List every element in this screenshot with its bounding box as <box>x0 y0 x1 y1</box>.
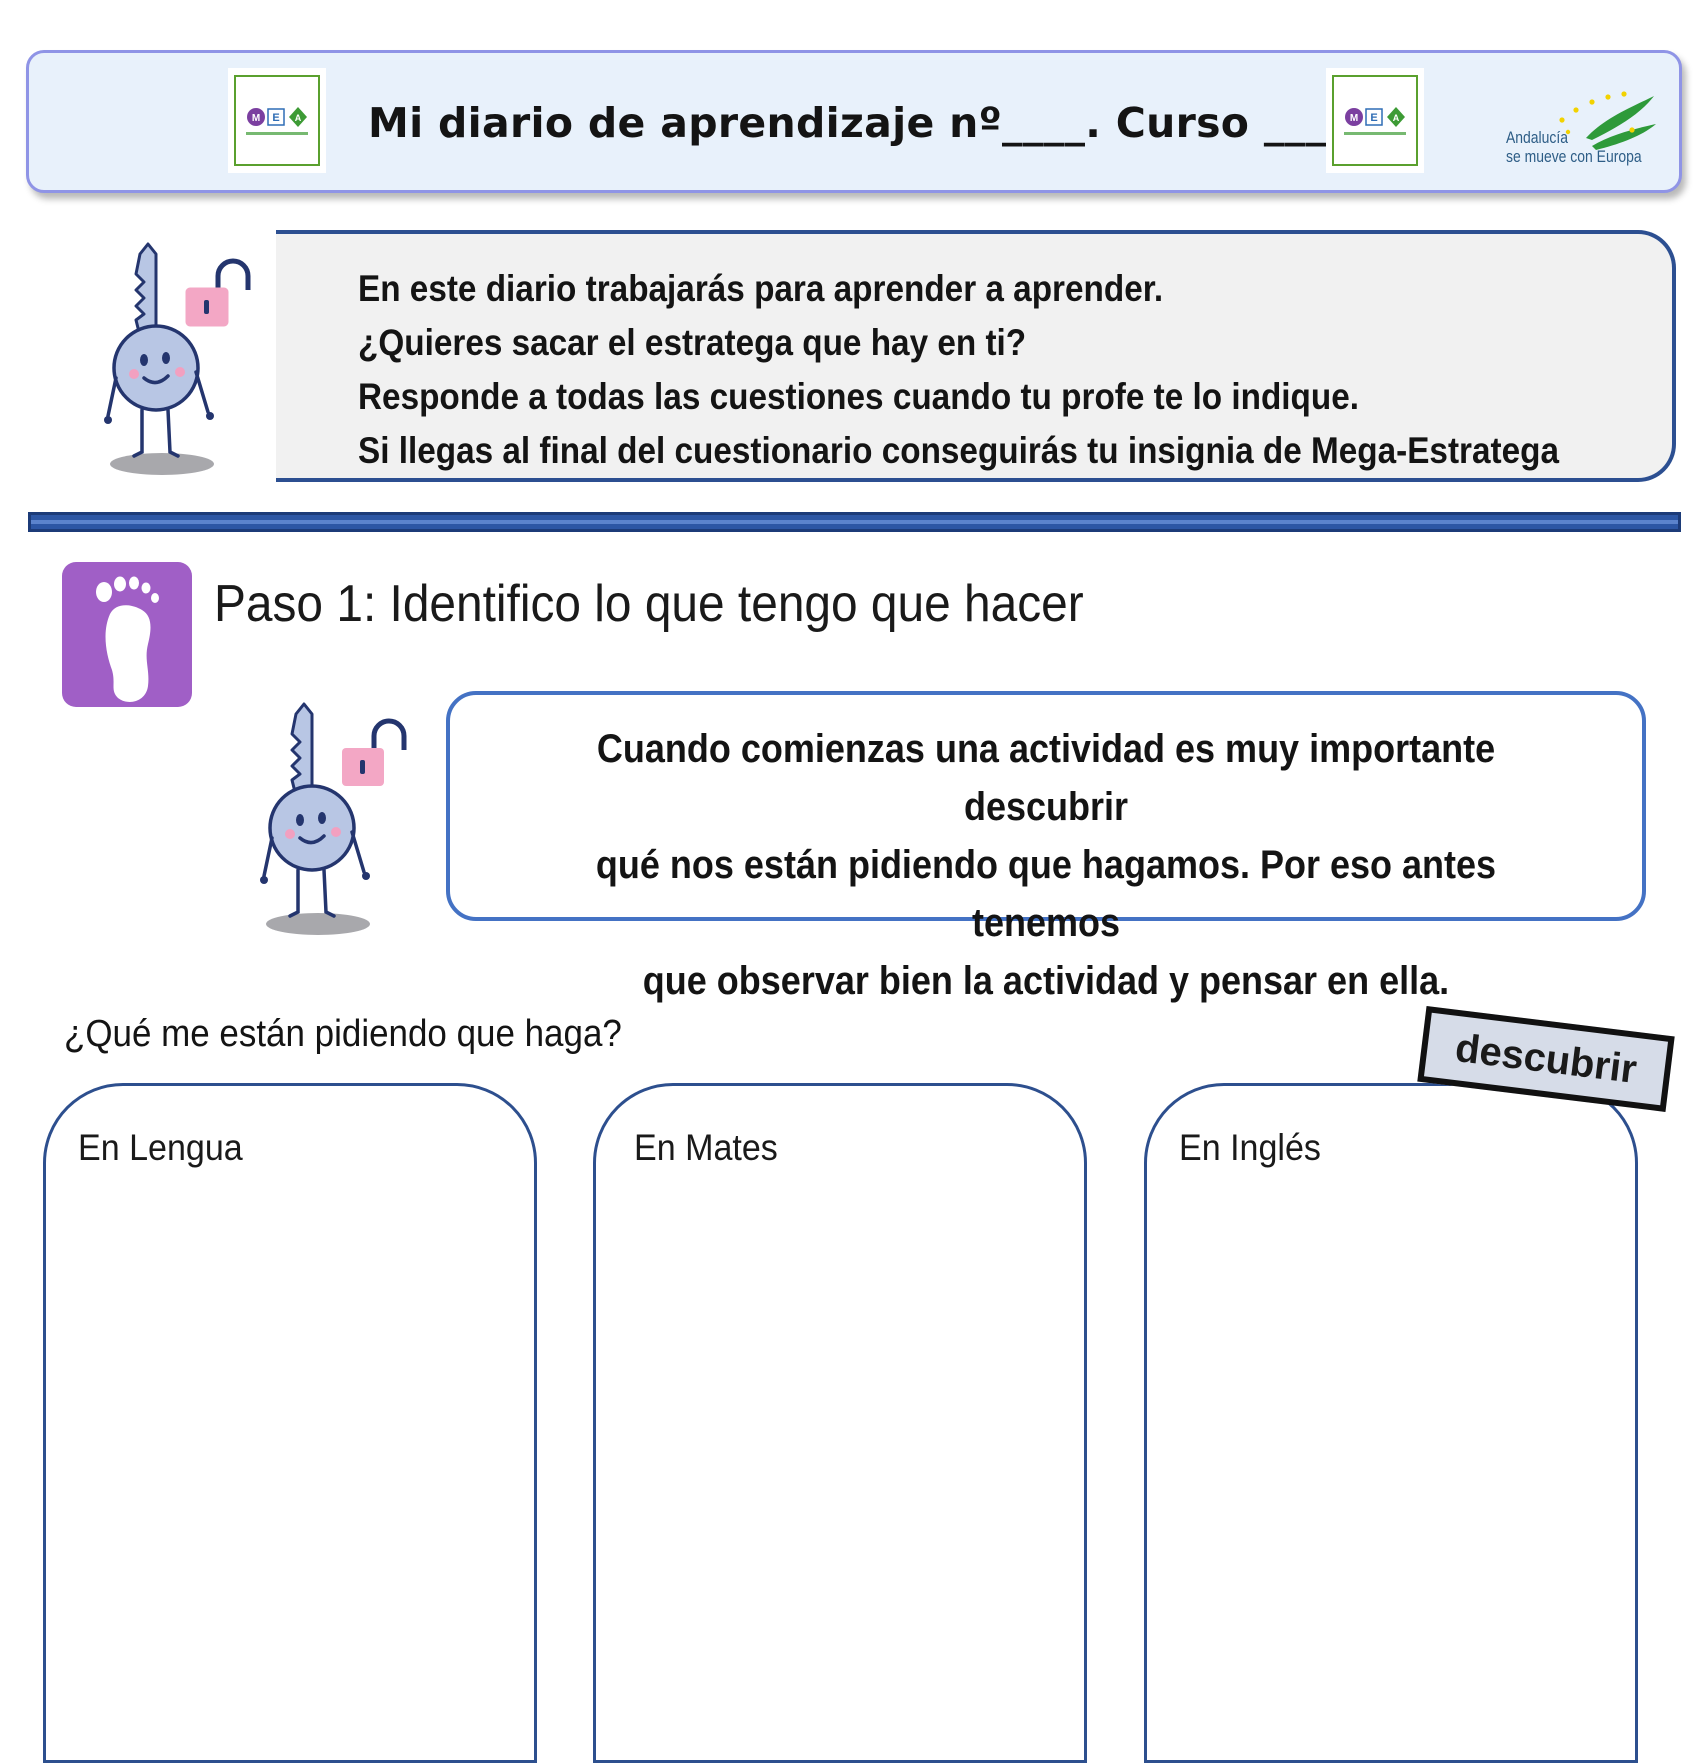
partner-logo-text <box>1506 128 1642 166</box>
explanation-line: Cuando comienzas una actividad es muy importante descubrir <box>596 727 1496 829</box>
intro-text <box>358 262 1692 478</box>
footprint-tile <box>62 562 192 707</box>
mates-label: En Mates <box>634 1127 778 1168</box>
svg-text:E: E <box>272 112 280 124</box>
mea-logo-icon <box>1334 77 1416 164</box>
descubrir-tag-label: descubrir <box>1452 1026 1640 1092</box>
svg-text:A: A <box>1392 113 1400 123</box>
footprint-icon <box>62 562 192 707</box>
mates-answer-box[interactable] <box>593 1083 1087 1763</box>
partner-logo-line2: se mueve con Europa <box>1506 147 1642 166</box>
step-title: Paso 1: Identifico lo que tengo que hacer <box>214 575 1084 633</box>
question-label: ¿Qué me están pidiendo que haga? <box>64 1013 622 1055</box>
intro-line: Si llegas al final del cuestionario conseguirás tu insignia de Mega-Estratega <box>358 430 1559 471</box>
svg-text:A: A <box>294 113 302 123</box>
intro-line: Responde a todas las cuestiones cuando tu profe te lo indique. <box>358 376 1360 417</box>
mea-logo-right <box>1326 68 1424 173</box>
mea-logo-left <box>228 68 326 173</box>
key-mascot-icon <box>100 240 270 480</box>
intro-line: En este diario trabajarás para aprender a aprender. <box>358 268 1164 309</box>
svg-text:M: M <box>251 113 261 124</box>
section-divider <box>28 512 1681 532</box>
ingles-label: En Inglés <box>1179 1127 1321 1168</box>
ingles-answer-box[interactable] <box>1144 1083 1638 1763</box>
intro-line: ¿Quieres sacar el estratega que hay en ti? <box>358 322 1027 363</box>
key-mascot-icon <box>256 690 426 950</box>
andalucia-logo <box>1500 90 1680 180</box>
mea-logo-icon <box>236 77 318 164</box>
svg-text:E: E <box>1370 112 1378 124</box>
explanation-text <box>470 720 1622 1010</box>
lengua-label: En Lengua <box>78 1127 243 1168</box>
page-title: Mi diario de aprendizaje nº____. Curso ___ <box>368 99 1327 147</box>
svg-text:M: M <box>1349 113 1359 124</box>
explanation-line: qué nos están pidiendo que hagamos. Por eso antes tenemos <box>595 843 1497 945</box>
partner-logo-line1: Andalucía <box>1506 128 1569 147</box>
lengua-answer-box[interactable] <box>43 1083 537 1763</box>
explanation-line: que observar bien la actividad y pensar en ella. <box>642 959 1450 1003</box>
